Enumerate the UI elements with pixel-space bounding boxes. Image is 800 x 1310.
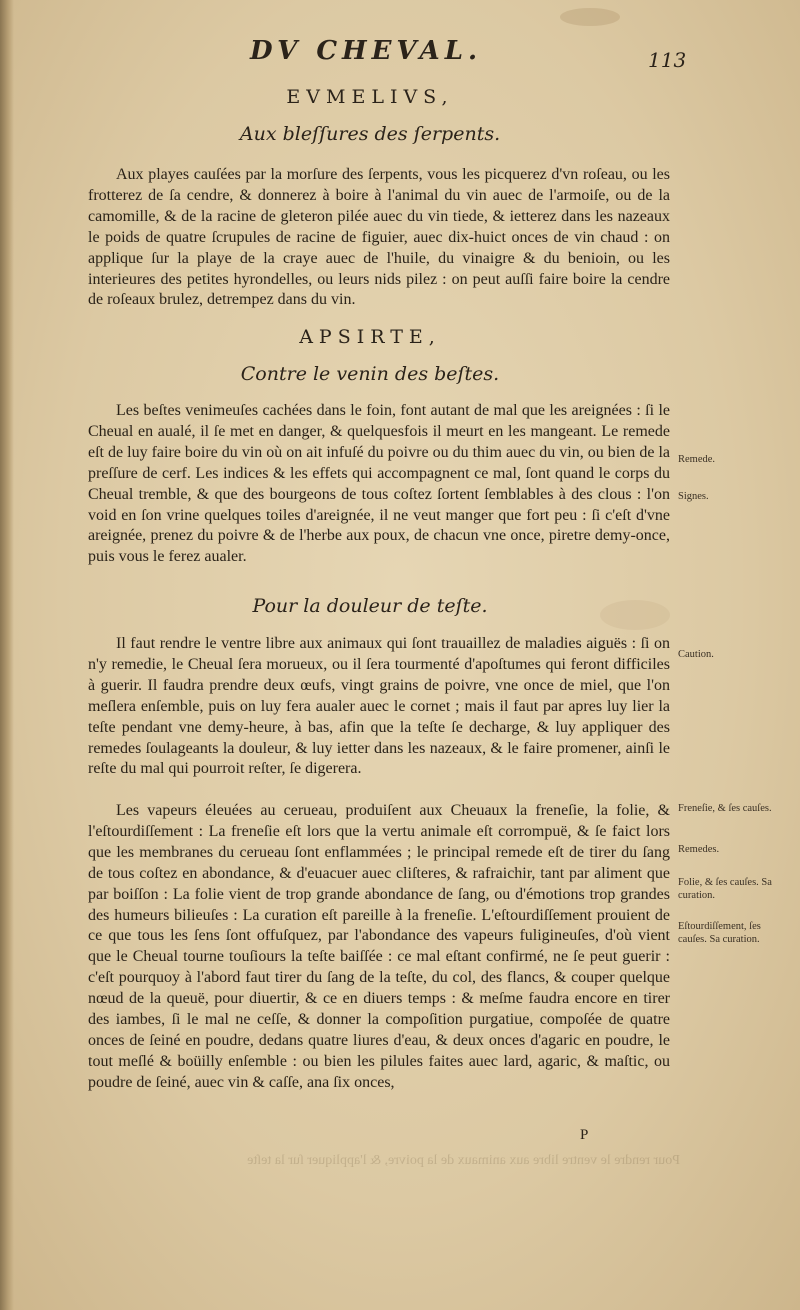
margin-note: Signes. (678, 491, 709, 502)
paper-stain (560, 8, 620, 26)
book-spine (0, 0, 14, 1310)
paragraph: Aux playes cauſées par la morſure des ſerpents, vous les picquerez d'vn roſeau, ou les frotterez de ſa cendre, & donnerez à boire à l'animal du vin auec de l'armoiſe, ou de la camomille, & de la racine de gleteron pilée auec du vin tiede, & ietterez dans les nazeaux le poids de quatre ſcrupules de racine de figuier, auec dix-huict onces de vin chaud : on applique ſur la playe de la craye auec de l'huile, du vinaigre & du benioin, ou les interieures des petites hyrondelles, ou leurs nids pilez : on peut auſſi faire boire la cendre de roſeaux brulez, detrempez dans du vin. (88, 166, 670, 309)
paragraph: Les beſtes venimeuſes cachées dans le foin, font autant de mal que les areignées : ſi le Cheual en aualé, il ſe met en danger, & quelquesfois il meurt en les mangeant. Le remede eſt de luy faire boire du vin où on ait infuſé du poivre ou du thim auec du vin, ou bien de la preſſure de cerf. Les indices & les effets qui accompagnent ce mal, ſont quand le corps du Cheual tremble, & que des bourgeons de tous coſtez ſortent ſemblables à des clous : l'on void en ſon vrine quelques toiles d'areignée, il ne veut manger que fort peu : ſi c'eſt d'vne areignée, prenez du poivre & de l'herbe aux poux, de chacun vne once, piretre demy-once, puis vous le ferez aualer. (88, 402, 670, 566)
show-through-text: Pour rendre le ventre libre aux animaux de la poivre, & l'appliquer ſur la teſte (247, 1153, 680, 1168)
margin-note: Remedes. (678, 844, 720, 855)
section-title: Aux bleſſures des ſerpents. (239, 123, 501, 145)
running-title: DV CHEVAL. (250, 36, 483, 66)
margin-note: Folie, & ſes cauſes. Sa curation. (678, 877, 772, 901)
margin-note: Remede. (678, 454, 716, 465)
paragraph: Il faut rendre le ventre libre aux animaux qui ſont trauaillez de maladies aiguës : ſi on n'y remedie, le Cheual ſera morueux, ou il ſera tourmenté d'apoſtumes qui feront difficiles à guerir. Il faudra prendre deux œufs, vingt grains de poivre, vne once de miel, que l'on meſlera enſemble, puis on luy fera aualer auec le cornet ; mais il faut par apres luy lier la teſte pendant vne demy-heure, à bas, afin que la teſte ſe decharge, & luy appliquer des remedes ſoulageants la douleur, & luy ietter dans les nazeaux, & le faire promener, ainſi le reſte du mal qui pourroit reſter, ſe digerera. (88, 635, 670, 778)
page-number: 113 (648, 48, 687, 72)
paragraph: Les vapeurs éleuées au cerueau, produiſent aux Cheuaux la freneſie, la folie, & l'eſtourdiſſement : La freneſie eſt lors que la vertu animale eſt corrompuë, & ſe faict lors que les membranes du cerueau ſont enflammées ; le principal remede eſt de tirer du ſang de tous coſtez en abondance, & d'euacuer auec cliſteres, & rafraichir, tant par aliment que par boiſſon : La folie vient de trop grande abondance de ſang, ou d'émotions trop grandes des humeurs bilieuſes : La curation eſt pareille à la freneſie. L'eſtourdiſſement prouient de ce que tous les ſens ſont offuſquez, par l'abondance des vapeurs fuligineuſes, d'où vient que le Cheual tourne touſiours la teſte baiſſée : ce mal eſtant confirmé, ne ſe peut guerir : c'eſt pourquoy à l'abord faut tirer du ſang de la teſte, du col, des flancs, & couper quelque nœud de la queuë, pour diuertir, & ce en diuers temps : & meſme faudra encore en tirer des iambes, ſi le mal ne ceſſe, & donner la compoſition purgatiue, compoſée de quatre onces de ſeiné en poudre, dedans quatre liures d'eau, & deux onces d'agaric en poudre, le tout meſlé & boüilly enſemble : ou bien les pilules faites auec lard, agaric, & maſtic, ou poudre de ſeiné, auec vin & caſſe, ana ſix onces, (88, 802, 670, 1091)
section-author: EVMELIVS, (286, 86, 454, 108)
section-title: Contre le venin des beſtes. (240, 363, 500, 385)
margin-note: Freneſie, & ſes cauſes. (678, 803, 772, 814)
section-author: APSIRTE, (299, 326, 441, 348)
signature-mark: P (580, 1127, 589, 1143)
margin-note: Caution. (678, 649, 714, 660)
section-title: Pour la douleur de teſte. (252, 595, 488, 617)
margin-note: Eſtourdiſſement, ſes cauſes. Sa curation. (678, 921, 761, 945)
